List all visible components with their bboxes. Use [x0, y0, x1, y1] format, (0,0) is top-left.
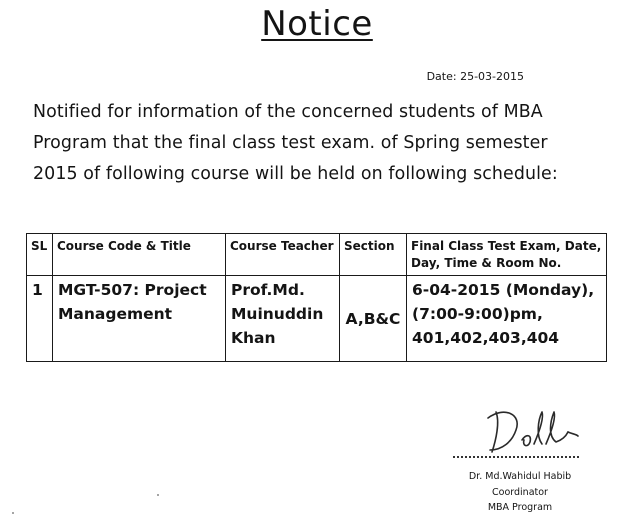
notice-title-text: Notice: [261, 4, 373, 44]
cell-teacher-line: Khan: [231, 329, 276, 347]
cell-sl: 1: [27, 276, 53, 362]
notice-date: Date: 25-03-2015: [426, 70, 524, 83]
header-teacher: Course Teacher: [226, 234, 340, 276]
header-exam-line: Final Class Test Exam, Date,: [411, 239, 602, 253]
cell-exam-line: 401,402,403,404: [412, 329, 560, 347]
cell-exam: [407, 276, 607, 362]
cell-course: [53, 276, 226, 362]
signature-dotted-line: [453, 456, 579, 458]
cell-exam-line: 6-04-2015 (Monday),: [412, 281, 595, 299]
notice-title: [0, 4, 634, 44]
notice-body-line: Program that the final class test exam. of Spring semester: [33, 133, 548, 153]
header-section: Section: [340, 234, 407, 276]
cell-teacher-line: Prof.Md.: [231, 281, 305, 299]
table-header-row: [27, 234, 607, 276]
cell-teacher-line: Muinuddin: [231, 305, 324, 323]
scan-speck: [12, 512, 14, 514]
notice-body-line: Notified for information of the concerned students of MBA: [33, 102, 543, 122]
handwritten-signature: [482, 400, 592, 460]
cell-exam-line: (7:00-9:00)pm,: [412, 305, 543, 323]
cell-teacher: [226, 276, 340, 362]
scan-speck: [157, 494, 159, 496]
signatory-name: Dr. Md.Wahidul Habib: [468, 471, 572, 482]
exam-schedule-table: [26, 233, 607, 362]
header-exam: [407, 234, 607, 276]
cell-course-line: MGT-507: Project: [58, 281, 207, 299]
header-sl: SL: [27, 234, 53, 276]
table-row: [27, 276, 607, 362]
notice-body: [33, 97, 608, 190]
header-exam-line: Day, Time & Room No.: [411, 256, 562, 270]
header-course: Course Code & Title: [53, 234, 226, 276]
notice-body-line: 2015 of following course will be held on following schedule:: [33, 164, 558, 184]
signatory-block: [440, 469, 600, 516]
cell-section: A,B&C: [340, 276, 407, 362]
signatory-designation: Coordinator: [492, 486, 548, 498]
signatory-program: MBA Program: [487, 502, 553, 513]
cell-course-line: Management: [58, 305, 173, 323]
